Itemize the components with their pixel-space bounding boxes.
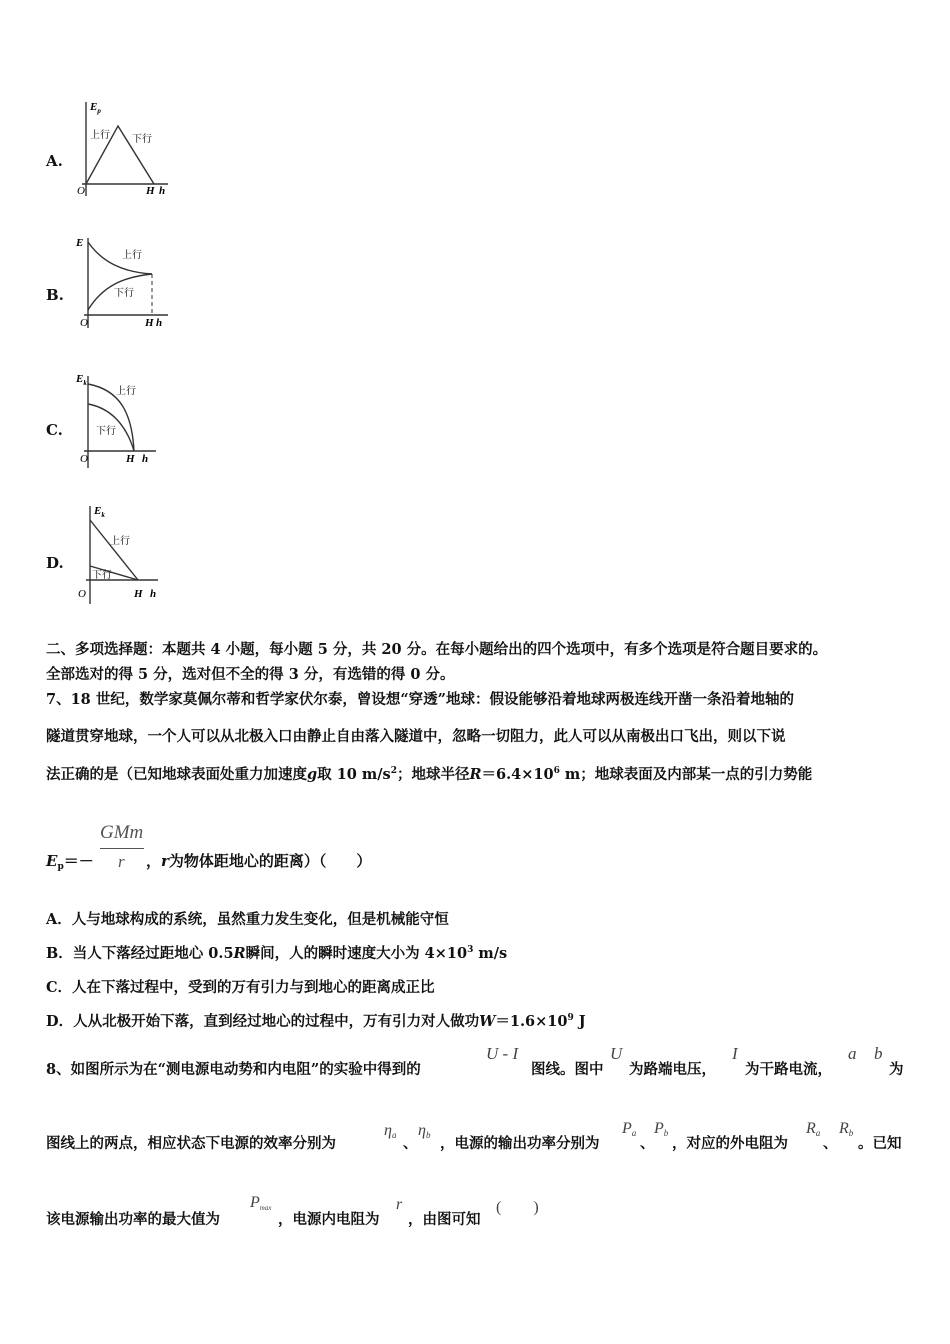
q8-line2-d: 。已知 — [858, 1135, 902, 1152]
origin-label: O — [80, 317, 88, 329]
origin-label: O — [80, 453, 88, 465]
q8-r-symbol: r — [396, 1196, 403, 1213]
q8-line2-sep2: 、 — [640, 1135, 655, 1152]
q8-pmax: $P_{max}$ — [250, 1194, 272, 1212]
q7-formula — [46, 822, 506, 882]
up-label: 上行 — [122, 250, 142, 261]
axis-y-label: $E_k$ — [94, 505, 105, 519]
q8-r-b: $R_b$ — [839, 1120, 854, 1138]
q8-p-a: $P_a$ — [622, 1120, 637, 1138]
down-label: 下行 — [132, 134, 152, 145]
h-axis-label: h — [142, 453, 149, 465]
q7-choice-d[interactable]: D．人从北极开始下落，直到经过地心的过程中，万有引力对人做功$W=1.6\times 10^9$ J — [46, 1013, 586, 1030]
q8-r-a: $R_a$ — [806, 1120, 821, 1138]
q8-line1-a: 8、如图所示为在“测电源电动势和内电阻”的实验中得到的 — [46, 1061, 421, 1078]
h-mark-label: H — [126, 453, 135, 465]
q8-p-b: $P_b$ — [654, 1120, 669, 1138]
q8-line2-sep1: 、 — [403, 1135, 418, 1152]
h-mark-label: H — [145, 317, 154, 329]
section2-line1: 二、多项选择题：本题共 4 小题，每小题 5 分，共 20 分。在每小题给出的四个选项中，有多个选项是符合题目要求的。 — [46, 641, 828, 658]
q8-line2-sep3: 、 — [823, 1135, 838, 1152]
axis-y-label: E — [76, 237, 84, 249]
q8-line1-c: 为路端电压， — [629, 1061, 716, 1078]
h-mark-label: H — [146, 185, 155, 197]
q7-line3: 法正确的是（已知地球表面处重力加速度g取 10 $m/s^2$；地球半径$R=6.4\times 10^6$ m；地球表面及内部某一点的引力势能 — [46, 766, 813, 783]
q8-line1-sep: 、 — [858, 1061, 873, 1078]
q8-line1-b: 图线。图中 — [531, 1061, 604, 1078]
h-mark-label: H — [134, 588, 143, 600]
option-d-letter: D. — [46, 554, 64, 572]
h-axis-label: h — [156, 317, 163, 329]
q8-line2-b: ，电源的输出功率分别为 — [440, 1135, 600, 1152]
q8-u-symbol: U — [610, 1044, 623, 1063]
q8-eta-a: $\eta_a$ — [384, 1122, 397, 1140]
option-b-graph — [72, 232, 182, 336]
q8-answer-paren: ( ) — [496, 1199, 539, 1216]
ep-lhs: $E_p=-$ — [46, 852, 94, 872]
q8-line3-c: ，由图可知 — [408, 1211, 481, 1228]
q8-ui-symbol: U - I — [486, 1044, 519, 1063]
q8-i-symbol: I — [732, 1044, 738, 1063]
up-label: 上行 — [110, 536, 130, 547]
option-c-graph — [70, 368, 170, 472]
option-b-letter: B. — [46, 286, 64, 304]
q8-a-symbol: a — [848, 1044, 857, 1063]
q8-eta-b: $\eta_b$ — [418, 1122, 431, 1140]
origin-label: O — [77, 185, 85, 197]
q7-choice-a[interactable]: A．人与地球构成的系统，虽然重力发生变化，但是机械能守恒 — [46, 911, 449, 928]
up-curve — [88, 242, 152, 274]
up-label: 上行 — [116, 386, 136, 397]
up-label: 上行 — [90, 130, 110, 141]
q8-b-symbol: b — [874, 1044, 883, 1063]
option-c-letter: C. — [46, 421, 63, 439]
q8-line2-c: ，对应的外电阻为 — [672, 1135, 788, 1152]
q8-line1-e: 为 — [889, 1061, 904, 1078]
q8-line3-a: 该电源输出功率的最大值为 — [46, 1211, 220, 1228]
q8-line1-d: 为干路电流， — [745, 1061, 832, 1078]
q7-choice-b[interactable]: B．当人下落经过距地心 0.5R瞬间，人的瞬时速度大小为 $4\times 10^3$ m/s — [46, 945, 508, 962]
axis-y-label: $E_k$ — [76, 373, 87, 387]
h-axis-label: h — [159, 185, 166, 197]
axis-y-label: $E_p$ — [90, 101, 101, 115]
q7-choice-c[interactable]: C．人在下落过程中，受到的万有引力与到地心的距离成正比 — [46, 979, 435, 996]
origin-label: O — [78, 588, 86, 600]
option-d-graph — [72, 500, 172, 606]
formula-tail: ，r为物体距地心的距离）（ ） — [146, 852, 372, 870]
option-a-graph — [72, 96, 182, 208]
down-label: 下行 — [114, 288, 134, 299]
q7-line1: 7、18 世纪，数学家莫佩尔蒂和哲学家伏尔泰，曾设想“穿透”地球：假设能够沿着地球两极连线开凿一条沿着地轴的 — [46, 691, 794, 708]
q7-line2: 隧道贯穿地球，一个人可以从北极入口由静止自由落入隧道中，忽略一切阻力，此人可以从南极出口飞出，则以下说 — [46, 728, 786, 745]
q8-line3-b: ，电源内电阻为 — [278, 1211, 380, 1228]
q8-line2-a: 图线上的两点，相应状态下电源的效率分别为 — [46, 1135, 336, 1152]
section2-line2: 全部选对的得 5 分，选对但不全的得 3 分，有选错的得 0 分。 — [46, 666, 455, 683]
h-axis-label: h — [150, 588, 157, 600]
fraction-bar — [100, 848, 144, 849]
down-label: 下行 — [92, 570, 112, 581]
fraction-denominator: r — [118, 852, 125, 871]
fraction-numerator: GMm — [100, 822, 144, 843]
option-a-letter: A. — [46, 152, 63, 170]
down-label: 下行 — [96, 426, 116, 437]
